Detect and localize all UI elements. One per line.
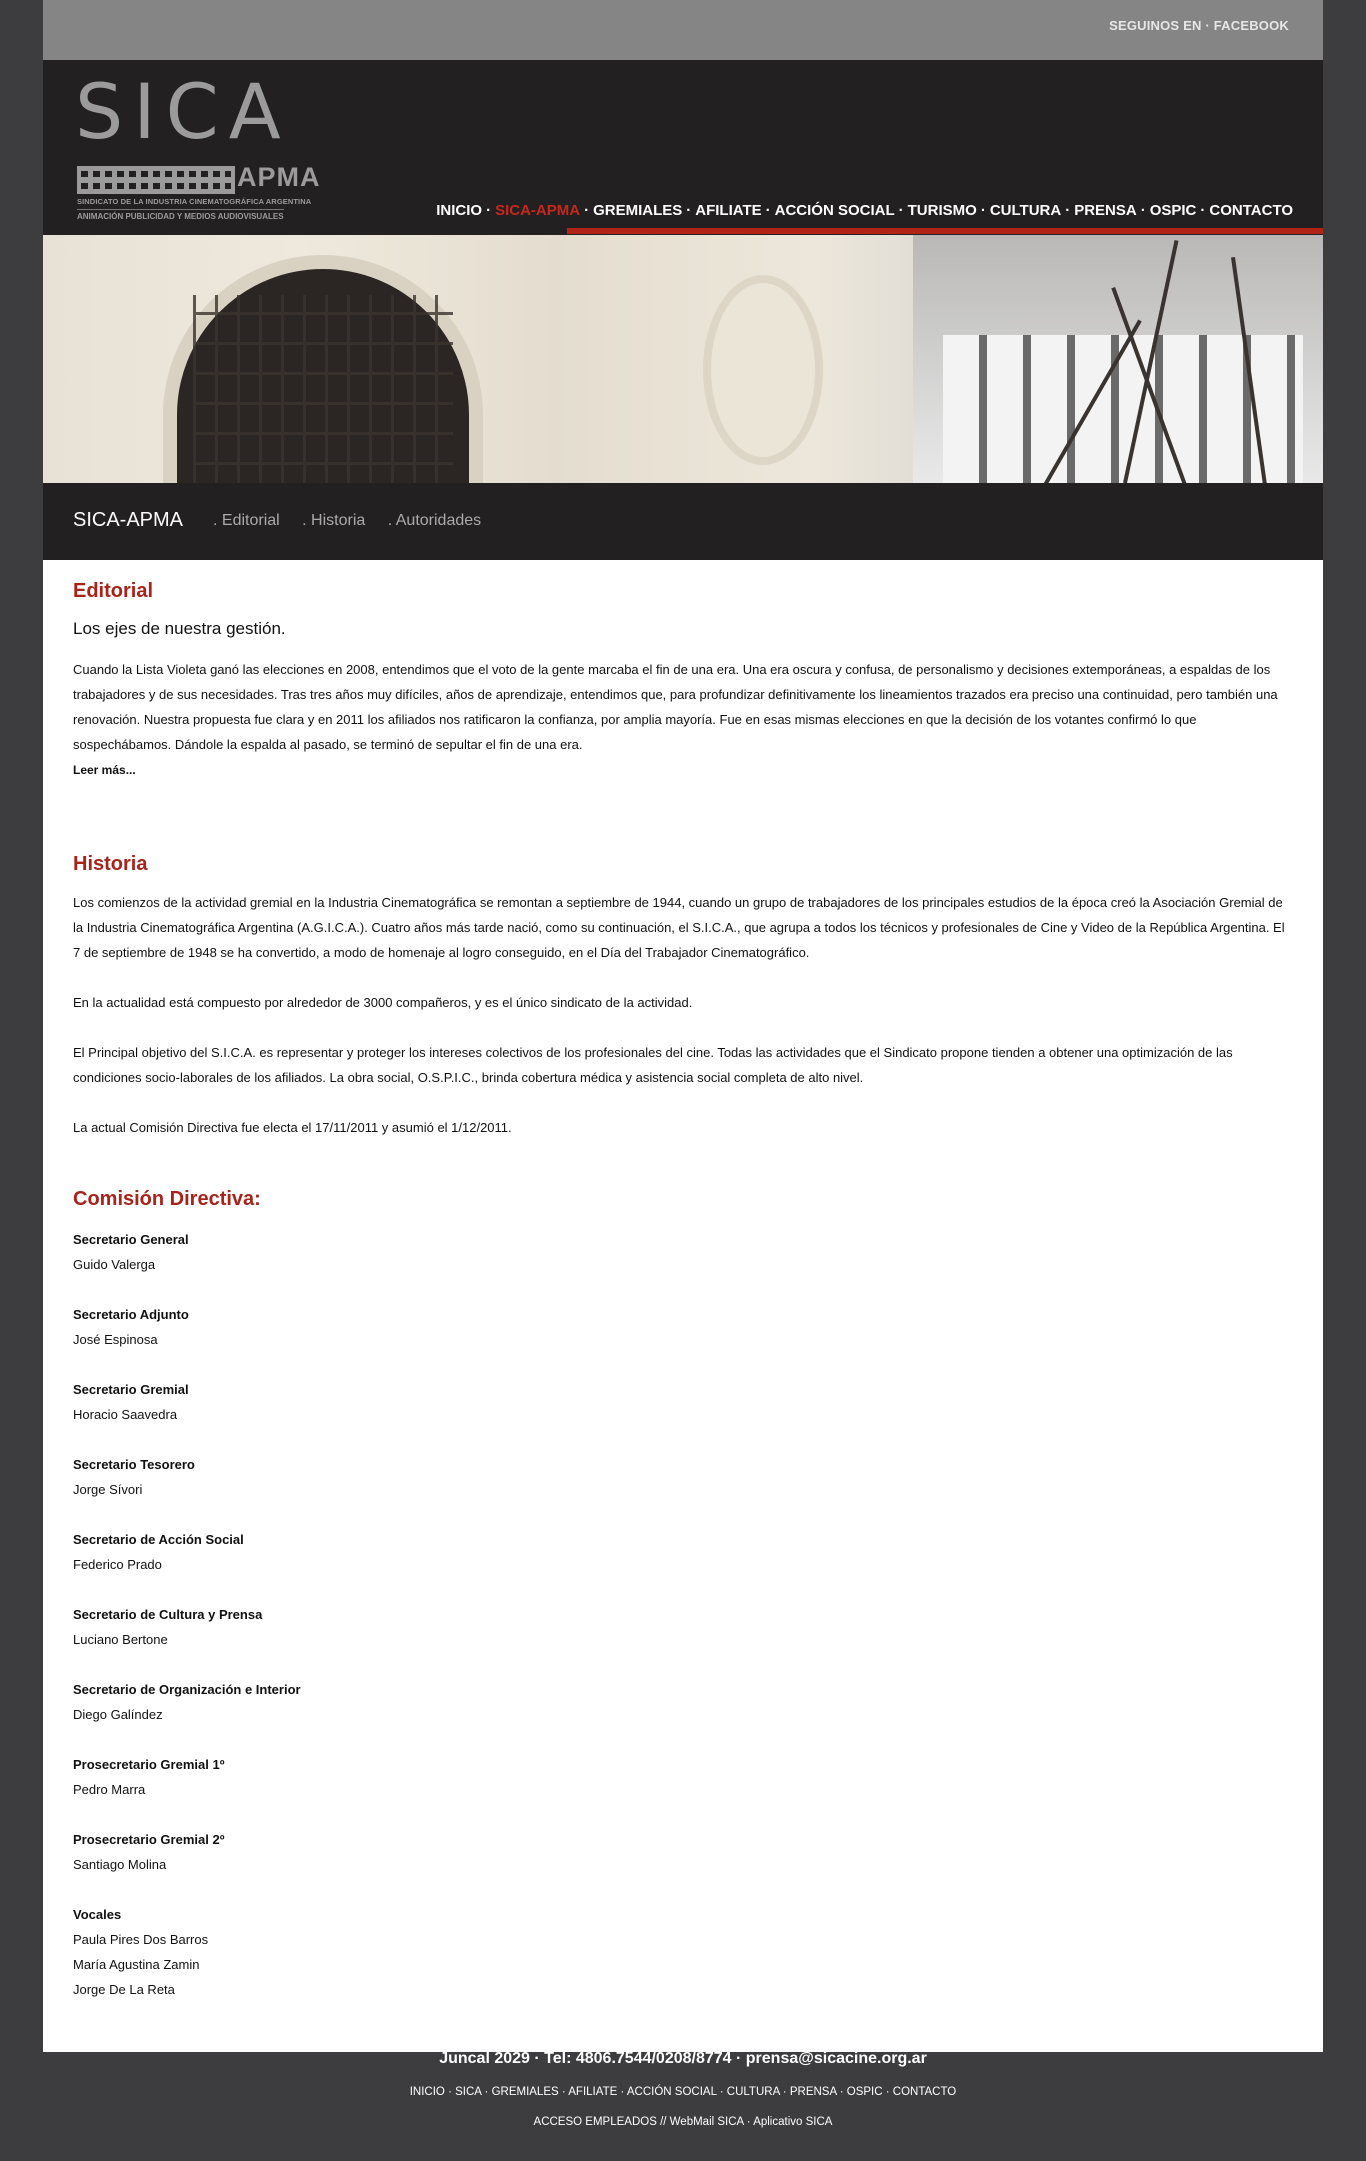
- member-role: Secretario de Organización e Interior: [73, 1682, 301, 1697]
- historia-paragraph: El Principal objetivo del S.I.C.A. es representar y proteger los intereses colectivos de los profesionales del cine. Todas las actividades que el Sindicato propone tienden a obtener una optimización de las condiciones socio-laborales de los afiliados. La obra social, O.S.P.I.C., brinda cobertura médica y asistencia social completa de alto nivel.: [73, 1045, 1233, 1085]
- footer-address: Juncal 2029 · Tel: 4806.7544/0208/8774 · prensa@sicacine.org.ar: [439, 2050, 927, 2067]
- member-entry: [73, 1902, 1293, 2002]
- section-subnav: [43, 483, 1323, 560]
- film-strip-icon: [77, 166, 235, 194]
- member-name: Horacio Saavedra: [73, 1407, 178, 1422]
- footer-link-cultura[interactable]: CULTURA: [726, 2086, 780, 2098]
- comision-heading: Comisión Directiva:: [73, 1188, 261, 1210]
- nav-item-accion-social[interactable]: ACCIÓN SOCIAL: [774, 202, 895, 219]
- nav-item-prensa[interactable]: PRENSA: [1074, 202, 1137, 219]
- member-entry: [73, 1452, 1293, 1502]
- site-logo[interactable]: [75, 67, 321, 221]
- nav-item-turismo[interactable]: TURISMO: [907, 202, 977, 219]
- member-entry: [73, 1752, 1293, 1802]
- member-name: Jorge De La Reta: [73, 1982, 175, 1997]
- member-name: Federico Prado: [73, 1557, 162, 1572]
- member-entry: [73, 1827, 1293, 1877]
- section-title: SICA-APMA: [73, 509, 184, 531]
- footer-access: ACCESO EMPLEADOS // WebMail SICA · Aplicativo SICA: [533, 2116, 833, 2128]
- member-role: Secretario Gremial: [73, 1382, 189, 1397]
- historia-paragraph: Los comienzos de la actividad gremial en la Industria Cinematográfica se remontan a septiembre de 1944, cuando un grupo de trabajadores de los principales estudios de la época creó la Asociación Gremial de la Industria Cinematográfica Argentina (A.G.I.C.A.). Cuatro años más tarde nació, como su continuación, el S.I.C.A., que agrupa a todos los técnicos y profesionales de Cine y Video de la República Argentina. El 7 de septiembre de 1948 se ha convertido, a modo de homenaje al logro conseguido, en el Día del Trabajador Cinematográfico.: [73, 895, 1285, 960]
- subnav-link-autoridades[interactable]: . Autoridades: [387, 512, 482, 529]
- footer-link-inicio[interactable]: INICIO: [409, 2086, 445, 2098]
- member-name: Paula Pires Dos Barros: [73, 1932, 209, 1947]
- footer-link-prensa[interactable]: PRENSA: [789, 2086, 837, 2098]
- historia-heading: Historia: [73, 853, 148, 875]
- member-role: Prosecretario Gremial 1º: [73, 1757, 225, 1772]
- member-entry: [73, 1302, 1293, 1352]
- member-name: Guido Valerga: [73, 1257, 156, 1272]
- social-link-facebook[interactable]: SEGUINOS EN · FACEBOOK: [1109, 18, 1289, 33]
- read-more-link[interactable]: Leer más...: [73, 763, 136, 777]
- nav-underline: [567, 228, 1323, 234]
- historia-paragraph: En la actualidad está compuesto por alrededor de 3000 compañeros, y es el único sindicato de la actividad.: [73, 995, 693, 1010]
- footer-link-accion-social[interactable]: ACCIÓN SOCIAL: [626, 2086, 717, 2098]
- footer-link-sica[interactable]: SICA: [455, 2086, 482, 2098]
- main-content: [43, 560, 1323, 2052]
- member-name: José Espinosa: [73, 1332, 158, 1347]
- footer-link-webmail[interactable]: WebMail SICA: [669, 2116, 744, 2128]
- editorial-heading: Editorial: [73, 580, 154, 602]
- nav-item-afiliate[interactable]: AFILIATE: [695, 202, 762, 219]
- nav-item-ospic[interactable]: OSPIC: [1149, 202, 1197, 219]
- member-name: Pedro Marra: [73, 1782, 146, 1797]
- member-name: Diego Galíndez: [73, 1707, 163, 1722]
- main-nav: INICIO · SICA-APMA · GREMIALES · AFILIATE · ACCIÓN SOCIAL · TURISMO · CULTURA · PRENSA · OSPIC · CONTACTO: [436, 202, 1293, 219]
- editorial-section: [73, 580, 1293, 779]
- logo-apma-text: APMA: [237, 162, 321, 192]
- section-links: [213, 512, 499, 530]
- member-role: Secretario Adjunto: [73, 1307, 189, 1322]
- footer-link-gremiales[interactable]: GREMIALES: [491, 2086, 559, 2098]
- footer-link-acceso-empleados[interactable]: ACCESO EMPLEADOS: [533, 2116, 657, 2128]
- historia-paragraph: La actual Comisión Directiva fue electa el 17/11/2011 y asumió el 1/12/2011.: [73, 1120, 512, 1135]
- member-name: Santiago Molina: [73, 1857, 167, 1872]
- subnav-link-historia[interactable]: . Historia: [302, 512, 366, 529]
- nav-item-inicio[interactable]: INICIO: [436, 202, 483, 219]
- editorial-lead: Los ejes de nuestra gestión.: [73, 619, 286, 638]
- nav-item-contacto[interactable]: CONTACTO: [1209, 202, 1293, 219]
- member-role: Secretario de Acción Social: [73, 1532, 244, 1547]
- member-entry: [73, 1602, 1293, 1652]
- nav-item-cultura[interactable]: CULTURA: [989, 202, 1062, 219]
- nav-item-gremiales[interactable]: GREMIALES: [593, 202, 683, 219]
- footer-link-afiliate[interactable]: AFILIATE: [568, 2086, 618, 2098]
- footer-nav: INICIO · SICA · GREMIALES · AFILIATE · ACCIÓN SOCIAL · CULTURA · PRENSA · OSPIC · CONTACTO: [409, 2086, 957, 2098]
- hero-banner-image: [43, 235, 1323, 483]
- member-entry: [73, 1527, 1293, 1577]
- member-entry: [73, 1227, 1293, 1277]
- editorial-body: Cuando la Lista Violeta ganó las elecciones en 2008, entendimos que el voto de la gente marcaba el fin de una era. Una era oscura y confusa, de personalismo y decisiones extemporáneas, a espaldas de los trabajadores y de sus necesidades. Tras tres años muy difíciles, años de aprendizaje, entendimos que, para profundizar definitivamente los lineamientos trazados era preciso una continuidad, pero también una renovación. Nuestra propuesta fue clara y en 2011 los afiliados nos ratificaron la confianza, por amplia mayoría. Fue en esas mismas elecciones en que la decisión de los votantes confirmó lo que sospechábamos. Dándole la espalda al pasado, se terminó de sepultar el fin de una era.: [73, 662, 1278, 752]
- logo-sica-text: SICA: [75, 67, 291, 156]
- member-role: Vocales: [73, 1907, 122, 1922]
- page-wrapper: [43, 0, 1323, 2052]
- member-entry: [73, 1377, 1293, 1427]
- site-footer: [0, 2050, 1366, 2128]
- top-bar: [43, 0, 1323, 60]
- footer-link-ospic[interactable]: OSPIC: [846, 2086, 883, 2098]
- nav-item-sica-apma[interactable]: SICA-APMA: [495, 202, 581, 219]
- member-name: Luciano Bertone: [73, 1632, 168, 1647]
- member-role: Secretario General: [73, 1232, 189, 1247]
- member-role: Secretario Tesorero: [73, 1457, 195, 1472]
- member-name: Jorge Sívori: [73, 1482, 143, 1497]
- footer-link-contacto[interactable]: CONTACTO: [892, 2086, 957, 2098]
- logo-subtitle: SINDICATO DE LA INDUSTRIA CINEMATOGRÁFICA ARGENTINA: [77, 197, 312, 206]
- member-name: María Agustina Zamin: [73, 1957, 200, 1972]
- subnav-link-editorial[interactable]: . Editorial: [213, 512, 280, 529]
- member-role: Prosecretario Gremial 2º: [73, 1832, 225, 1847]
- historia-section: [73, 853, 1293, 1140]
- member-role: Secretario de Cultura y Prensa: [73, 1607, 263, 1622]
- member-entry: [73, 1677, 1293, 1727]
- comision-section: [73, 1188, 1293, 2002]
- logo-tagline: ANIMACIÓN PUBLICIDAD Y MEDIOS AUDIOVISUALES: [77, 209, 284, 221]
- footer-link-aplicativo[interactable]: Aplicativo SICA: [753, 2116, 833, 2128]
